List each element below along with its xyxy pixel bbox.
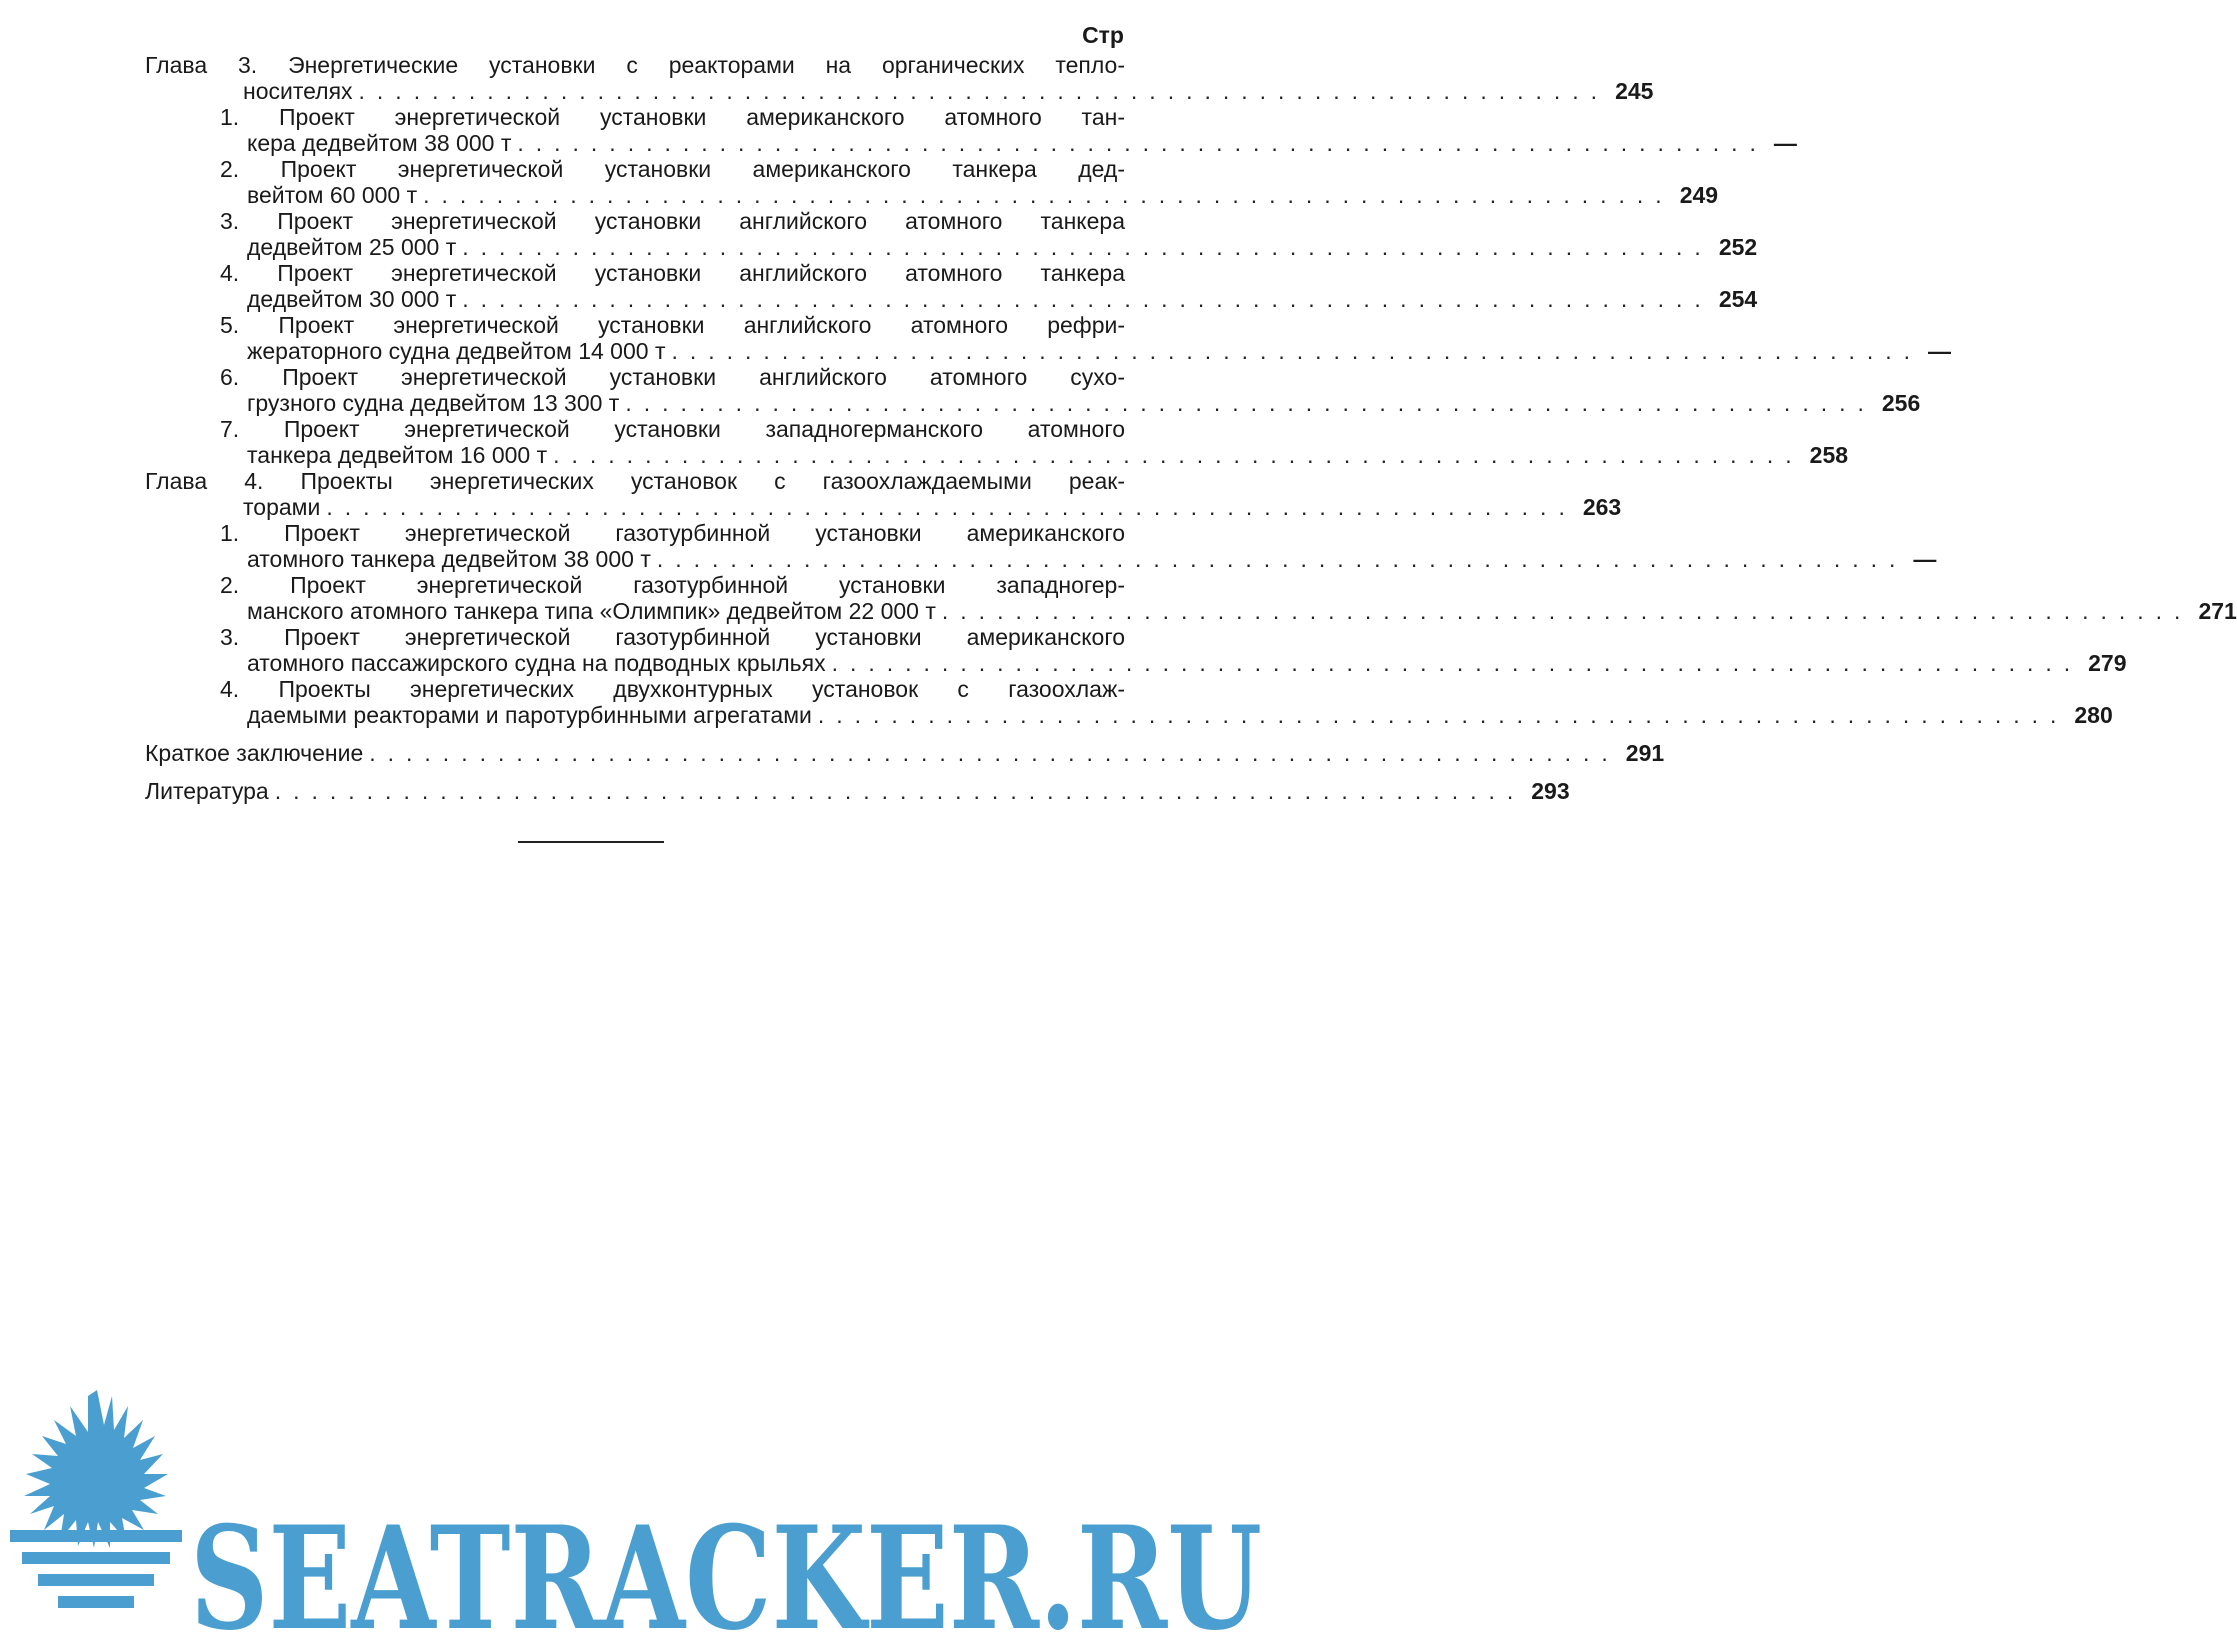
toc-entry-line: Краткое заключение bbox=[145, 740, 364, 766]
toc-section bbox=[145, 364, 1921, 416]
page-number: 271 bbox=[2198, 598, 2237, 624]
toc-section bbox=[145, 312, 1952, 364]
leader-dots: .................................................................... bbox=[517, 130, 1768, 156]
toc-entry-line: 4. Проекты энергетических двухконтурных установок с газоохлаж- bbox=[220, 676, 1125, 702]
page-number: 249 bbox=[1679, 182, 1719, 208]
toc-entry-line: 1. Проект энергетической газотурбинной установки американского bbox=[220, 520, 1125, 546]
leader-dots: .................................................................... bbox=[941, 598, 2193, 624]
leader-dots: .................................................................... bbox=[656, 546, 1908, 572]
page-number: 256 bbox=[1881, 390, 1921, 416]
section-divider bbox=[518, 841, 664, 843]
toc-entry-line: даемыми реакторами и паротурбинными агрегатами bbox=[247, 702, 812, 728]
page-number: 258 bbox=[1809, 442, 1849, 468]
toc-entry-line: 2. Проект энергетической газотурбинной установки западногер- bbox=[220, 572, 1125, 598]
toc-entry-line: 4. Проект энергетической установки английского атомного танкера bbox=[220, 260, 1125, 286]
toc-chapter-3 bbox=[145, 52, 1654, 104]
toc-section bbox=[145, 104, 1797, 156]
leader-dots: .................................................................... bbox=[326, 494, 1577, 520]
toc-conclusion bbox=[145, 740, 1665, 766]
page-number: 280 bbox=[2074, 702, 2113, 728]
table-of-contents bbox=[145, 52, 2237, 804]
toc-entry-line: манского атомного танкера типа «Олимпик» дедвейтом 22 000 т bbox=[247, 598, 936, 624]
leader-dots: .................................................................... bbox=[423, 182, 1674, 208]
page-number: 293 bbox=[1531, 778, 1570, 804]
page-number: 291 bbox=[1625, 740, 1665, 766]
toc-section bbox=[145, 156, 1719, 208]
toc-section bbox=[145, 208, 1758, 260]
page-number: 252 bbox=[1718, 234, 1758, 260]
leader-dots: .................................................................... bbox=[671, 338, 1923, 364]
toc-entry-line: жераторного судна дедвейтом 14 000 т bbox=[247, 338, 666, 364]
leader-dots: .................................................................... bbox=[369, 740, 1620, 766]
page-number: 279 bbox=[2088, 650, 2127, 676]
toc-entry-line: 6. Проект энергетической установки английского атомного сухо- bbox=[220, 364, 1125, 390]
toc-section bbox=[145, 260, 1758, 312]
toc-entry-line: торами bbox=[243, 494, 321, 520]
toc-entry-line: 5. Проект энергетической установки английского атомного рефри- bbox=[220, 312, 1125, 338]
page-number: 254 bbox=[1718, 286, 1758, 312]
page-column-header: Стр bbox=[1082, 22, 1124, 48]
watermark-text: SEATRACKER.RU bbox=[190, 1496, 1262, 1649]
leader-dots: .................................................................... bbox=[817, 702, 2069, 728]
toc-section bbox=[145, 676, 2113, 728]
leader-dots: .................................................................... bbox=[462, 234, 1713, 260]
toc-chapter-4 bbox=[145, 468, 1622, 520]
toc-entry-line: 7. Проект энергетической установки западногерманского атомного bbox=[220, 416, 1125, 442]
leader-dots: .................................................................... bbox=[358, 78, 1610, 104]
watermark-logo bbox=[0, 1380, 1274, 1649]
toc-entry-line: дедвейтом 30 000 т bbox=[247, 286, 457, 312]
page-number: 263 bbox=[1582, 494, 1622, 520]
leader-dots: .................................................................... bbox=[831, 650, 2083, 676]
toc-entry-line: кера дедвейтом 38 000 т bbox=[247, 130, 512, 156]
toc-entry-line: грузного судна дедвейтом 13 300 т bbox=[247, 390, 620, 416]
toc-entry-line: Глава 4. Проекты энергетических установок с газоохлаждаемыми реак- bbox=[145, 468, 1125, 494]
page-number: 245 bbox=[1615, 78, 1654, 104]
sun-burst-icon bbox=[10, 1390, 182, 1608]
toc-entry-line: атомного пассажирского судна на подводных крыльях bbox=[247, 650, 826, 676]
toc-entry-line: танкера дедвейтом 16 000 т bbox=[247, 442, 548, 468]
leader-dots: .................................................................... bbox=[625, 390, 1876, 416]
page-number: — bbox=[1913, 546, 1937, 572]
toc-section bbox=[145, 624, 2127, 676]
leader-dots: .................................................................... bbox=[553, 442, 1804, 468]
toc-entry-line: 3. Проект энергетической установки английского атомного танкера bbox=[220, 208, 1125, 234]
toc-literature bbox=[145, 778, 1570, 804]
leader-dots: .................................................................... bbox=[274, 778, 1526, 804]
toc-section bbox=[145, 520, 1937, 572]
page-number: — bbox=[1773, 130, 1797, 156]
toc-entry-line: 2. Проект энергетической установки американского танкера дед- bbox=[220, 156, 1125, 182]
toc-entry-line: Литература bbox=[145, 778, 269, 804]
toc-entry-line: 3. Проект энергетической газотурбинной установки американского bbox=[220, 624, 1125, 650]
toc-section bbox=[145, 416, 1849, 468]
page-number: — bbox=[1928, 338, 1952, 364]
toc-entry-line: дедвейтом 25 000 т bbox=[247, 234, 457, 260]
toc-entry-line: носителях bbox=[243, 78, 353, 104]
leader-dots: .................................................................... bbox=[462, 286, 1713, 312]
toc-entry-line: 1. Проект энергетической установки американского атомного тан- bbox=[220, 104, 1125, 130]
toc-entry-line: вейтом 60 000 т bbox=[247, 182, 418, 208]
toc-entry-line: атомного танкера дедвейтом 38 000 т bbox=[247, 546, 651, 572]
toc-section bbox=[145, 572, 2237, 624]
toc-entry-line: Глава 3. Энергетические установки с реакторами на органических тепло- bbox=[145, 52, 1125, 78]
